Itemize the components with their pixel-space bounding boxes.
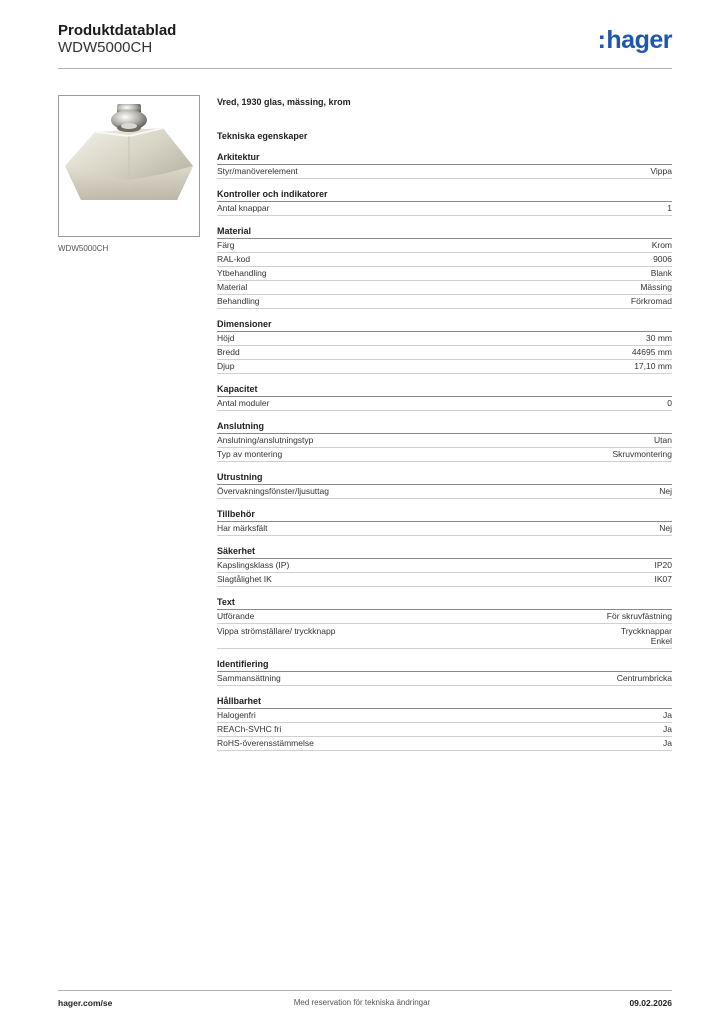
section-title: Text <box>217 596 672 610</box>
spec-section <box>217 188 672 216</box>
header-divider <box>58 68 672 69</box>
spec-label: Antal knappar <box>217 203 270 213</box>
spec-row <box>217 165 672 179</box>
spec-label: Antal moduler <box>217 398 270 408</box>
spec-value: Krom <box>651 240 672 250</box>
spec-row <box>217 332 672 346</box>
hager-logo <box>598 26 672 55</box>
spec-label: Vippa strömställare/ tryckknapp <box>217 626 336 636</box>
spec-value: Tryckknappar Enkel <box>620 626 672 646</box>
spec-label: RoHS-överensstämmelse <box>217 738 314 748</box>
spec-row <box>217 522 672 536</box>
product-image <box>58 95 200 237</box>
spec-value: Ja <box>663 724 672 734</box>
footer-website: hager.com/se <box>58 998 113 1008</box>
section-title: Anslutning <box>217 420 672 434</box>
spec-value: 30 mm <box>646 333 672 343</box>
spec-content <box>217 96 672 751</box>
spec-label: REACh-SVHC fri <box>217 724 282 734</box>
spec-value: 0 <box>667 398 672 408</box>
spec-value: Centrumbricka <box>616 673 672 683</box>
spec-value: Utan <box>654 435 672 445</box>
spec-row <box>217 709 672 723</box>
spec-label: Styr/manöverelement <box>217 166 298 176</box>
section-title: Kontroller och indikatorer <box>217 188 672 202</box>
spec-label: Har märksfält <box>217 523 268 533</box>
spec-row <box>217 253 672 267</box>
spec-label: RAL-kod <box>217 254 251 264</box>
spec-label: Utförande <box>217 611 255 621</box>
spec-label: Anslutning/anslutningstyp <box>217 435 314 445</box>
section-title: Kapacitet <box>217 383 672 397</box>
spec-section <box>217 225 672 309</box>
spec-row <box>217 610 672 624</box>
spec-label: Djup <box>217 361 235 371</box>
spec-label: Ytbehandling <box>217 268 267 278</box>
spec-row <box>217 485 672 499</box>
spec-row <box>217 295 672 309</box>
spec-value: Skruvmontering <box>612 449 672 459</box>
spec-row <box>217 559 672 573</box>
spec-value: 44695 mm <box>631 347 672 357</box>
spec-value: 9006 <box>653 254 672 264</box>
spec-row <box>217 397 672 411</box>
spec-label: Sammansättning <box>217 673 281 683</box>
spec-row <box>217 573 672 587</box>
chrome-knob-picture <box>59 96 199 236</box>
spec-label: Bredd <box>217 347 240 357</box>
spec-label: Typ av montering <box>217 449 283 459</box>
spec-label: Övervakningsfönster/ljusuttag <box>217 486 329 496</box>
spec-row <box>217 723 672 737</box>
spec-row <box>217 239 672 253</box>
spec-row <box>217 737 672 751</box>
spec-value: Nej <box>659 523 672 533</box>
section-title: Hållbarhet <box>217 695 672 709</box>
section-title: Material <box>217 225 672 239</box>
spec-section <box>217 318 672 374</box>
spec-section <box>217 545 672 587</box>
section-title: Tillbehör <box>217 508 672 522</box>
spec-section <box>217 151 672 179</box>
logo-dots: : <box>597 26 606 54</box>
spec-value: 17,10 mm <box>634 361 672 371</box>
section-title: Identifiering <box>217 658 672 672</box>
page-title: Produktdatablad <box>58 22 177 39</box>
spec-value: Ja <box>663 710 672 720</box>
spec-label: Färg <box>217 240 235 250</box>
section-title: Dimensioner <box>217 318 672 332</box>
section-title: Utrustning <box>217 471 672 485</box>
spec-label: Material <box>217 282 248 292</box>
spec-label: Behandling <box>217 296 260 306</box>
image-caption: WDW5000CH <box>58 244 109 253</box>
section-title: Arkitektur <box>217 151 672 165</box>
spec-value: IP20 <box>654 560 672 570</box>
spec-section <box>217 471 672 499</box>
spec-section <box>217 658 672 686</box>
footer-date: 09.02.2026 <box>629 998 672 1008</box>
spec-value: Ja <box>663 738 672 748</box>
logo-text: hager <box>606 26 672 54</box>
page-header <box>58 22 672 68</box>
section-title: Säkerhet <box>217 545 672 559</box>
spec-sections <box>217 151 672 751</box>
footer-divider <box>58 990 672 991</box>
spec-row <box>217 434 672 448</box>
spec-row <box>217 360 672 374</box>
spec-label: Slagtålighet IK <box>217 574 272 584</box>
spec-row <box>217 346 672 360</box>
spec-section <box>217 596 672 649</box>
spec-value: 1 <box>667 203 672 213</box>
footer-disclaimer: Med reservation för tekniska ändringar <box>293 998 431 1007</box>
spec-value: IK07 <box>654 574 672 584</box>
spec-section <box>217 420 672 462</box>
spec-section <box>217 695 672 751</box>
spec-value: Nej <box>659 486 672 496</box>
product-name: Vred, 1930 glas, mässing, krom <box>217 97 351 107</box>
spec-value: Mässing <box>640 282 672 292</box>
spec-row <box>217 672 672 686</box>
spec-row <box>217 624 672 649</box>
spec-label: Kapslingsklass (IP) <box>217 560 290 570</box>
spec-row <box>217 281 672 295</box>
tech-heading: Tekniska egenskaper <box>217 131 308 141</box>
spec-section <box>217 383 672 411</box>
spec-value: Vippa <box>650 166 672 176</box>
spec-label: Höjd <box>217 333 235 343</box>
spec-value: Förkromad <box>630 296 672 306</box>
spec-row <box>217 202 672 216</box>
spec-row <box>217 448 672 462</box>
spec-value: Blank <box>650 268 672 278</box>
product-code-title: WDW5000CH <box>58 39 153 56</box>
spec-value: För skruvfästning <box>606 611 672 621</box>
spec-row <box>217 267 672 281</box>
spec-label: Halogenfri <box>217 710 256 720</box>
spec-section <box>217 508 672 536</box>
